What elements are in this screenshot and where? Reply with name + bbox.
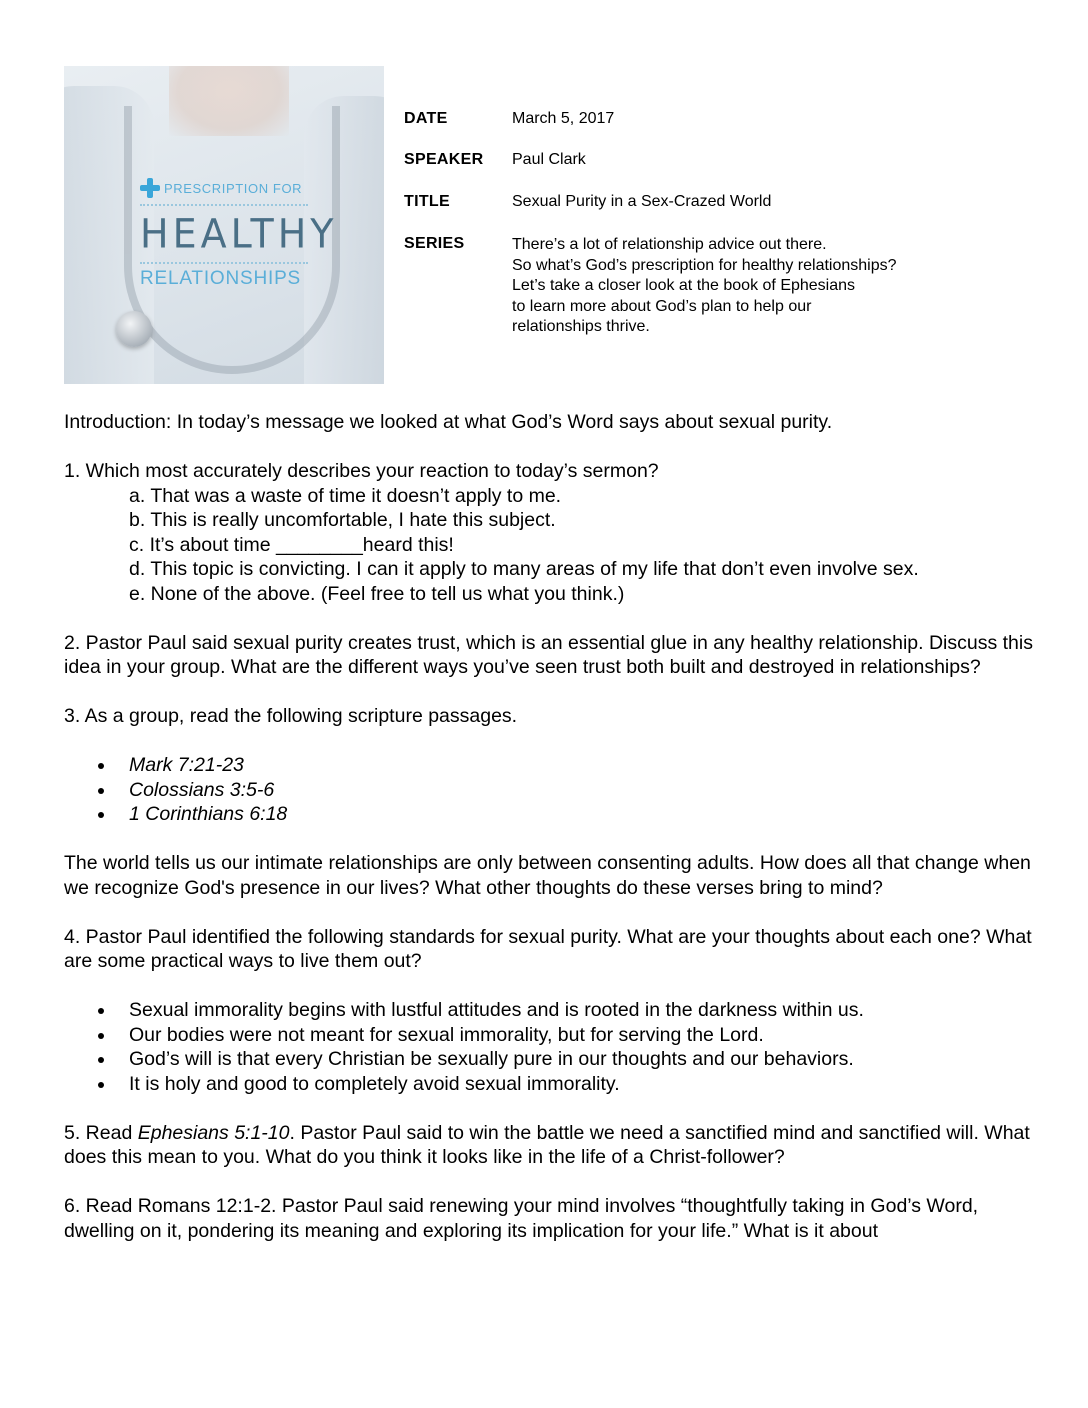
series-line: to learn more about God’s plan to help our (512, 297, 812, 315)
stethoscope-icon (116, 311, 152, 347)
purity-standard: It is holy and good to completely avoid sexual immorality. (64, 1072, 1034, 1097)
series-line: Let’s take a closer look at the book of Ephesians (512, 277, 856, 294)
question-3-followup: The world tells us our intimate relationships are only between consenting adults. How does all that change when we recognize God's presence in our lives? What other thoughts do these verses bring to mind? (64, 852, 1031, 899)
series-label: SERIES (404, 235, 465, 252)
medical-cross-icon (140, 178, 160, 198)
speaker-value: Paul Clark (512, 151, 586, 168)
series-line: There’s a lot of relationship advice out there. (512, 236, 827, 253)
question-1-option: e. None of the above. (Feel free to tell us what you think.) (129, 582, 625, 605)
question-5 (64, 1121, 1034, 1170)
question-5-prefix: 5. Read (64, 1121, 138, 1144)
question-5-reference: Ephesians 5:1-10 (137, 1121, 290, 1144)
speaker-label: SPEAKER (404, 151, 484, 168)
logo-line-1: PRESCRIPTION FOR (164, 181, 303, 196)
question-1: 1. Which most accurately describes your reaction to today’s sermon? (64, 460, 659, 482)
series-artwork (64, 66, 384, 384)
question-1-option: a. That was a waste of time it doesn’t apply to me. (129, 484, 562, 507)
question-4: 4. Pastor Paul identified the following standards for sexual purity. What are your thoughts about each one? What are some practical ways to live them out? (64, 925, 1032, 972)
series-line: So what’s God’s prescription for healthy relationships? (512, 256, 897, 274)
standards-list (64, 998, 1034, 1096)
question-6: 6. Read Romans 12:1-2. Pastor Paul said renewing your mind involves “thoughtfully taking in God’s Word, dwelling on it, pondering its meaning and exploring its implication for your life.” What is it about (64, 1195, 979, 1242)
introduction: Introduction: In today’s message we looked at what God’s Word says about sexual purity. (64, 411, 833, 433)
purity-standard: Sexual immorality begins with lustful attitudes and is rooted in the darkness within us. (64, 998, 1034, 1023)
discussion-guide (64, 410, 1034, 1243)
date-label: DATE (404, 110, 448, 127)
logo-line-2: HEALTHY (140, 210, 338, 258)
logo-divider-top (140, 204, 308, 206)
title-label: TITLE (404, 193, 450, 210)
scripture-passage: Mark 7:21-23 (64, 753, 1034, 778)
question-1-option: b. This is really uncomfortable, I hate this subject. (129, 509, 556, 531)
title-value: Sexual Purity in a Sex-Crazed World (512, 193, 772, 210)
logo-divider-bottom (140, 262, 308, 264)
logo-line-3: RELATIONSHIPS (140, 268, 302, 289)
series-description (512, 235, 897, 338)
date-value: March 5, 2017 (512, 110, 615, 127)
question-1-option: c. It’s about time ________heard this! (129, 533, 454, 556)
question-1-option: d. This topic is convicting. I can it apply to many areas of my life that don’t even involve sex. (129, 558, 919, 580)
question-3: 3. As a group, read the following scripture passages. (64, 705, 518, 727)
purity-standard: Our bodies were not meant for sexual immorality, but for serving the Lord. (64, 1023, 1034, 1048)
series-line: relationships thrive. (512, 318, 650, 335)
scripture-list (64, 753, 1034, 827)
purity-standard: God’s will is that every Christian be sexually pure in our thoughts and our behaviors. (64, 1047, 1034, 1072)
scripture-passage: Colossians 3:5-6 (64, 778, 1034, 803)
question-2: 2. Pastor Paul said sexual purity creates trust, which is an essential glue in any healthy relationship. Discuss this idea in your group. What are the different ways you’ve seen trust both built and destroyed in relationships? (64, 631, 1033, 678)
question-5-text: . Pastor Paul said to win the battle we need a sanctified mind and sanctified will. What does this mean to you. What do you think it looks like in the life of a Christ-follower? (64, 1121, 1030, 1168)
scripture-passage: 1 Corinthians 6:18 (64, 802, 1034, 827)
